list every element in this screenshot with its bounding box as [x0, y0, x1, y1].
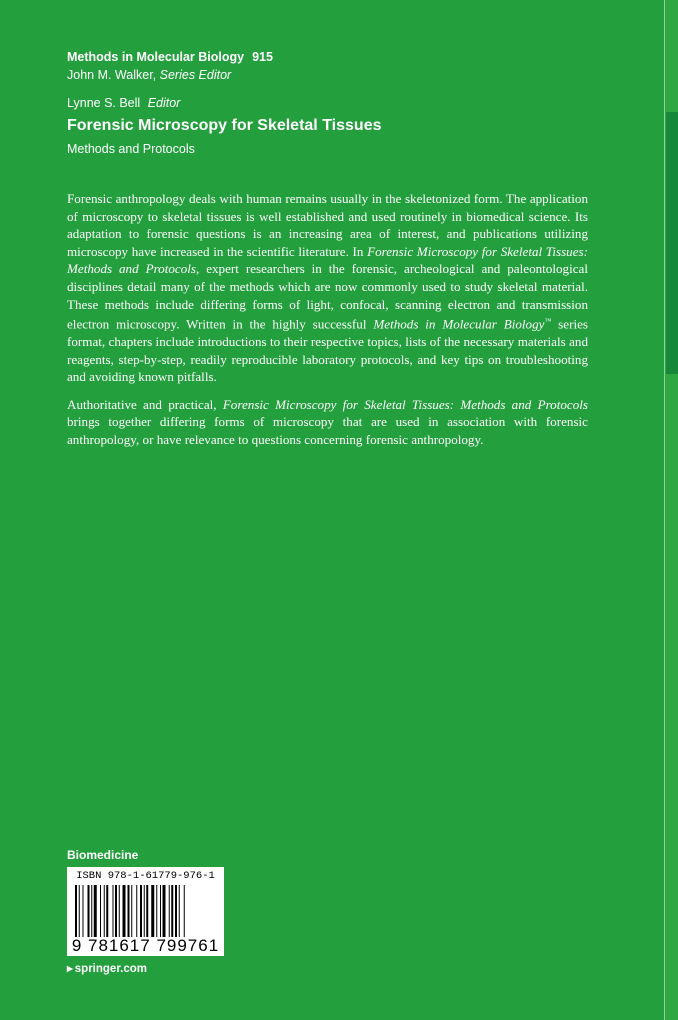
publisher-url: springer.com	[74, 963, 147, 975]
barcode-bar	[83, 885, 84, 937]
editor-name: Lynne S. Bell	[67, 96, 141, 110]
book-subtitle: Methods and Protocols	[67, 142, 195, 156]
barcode-digits: 9 781617 799761	[71, 936, 220, 955]
publisher-link[interactable]	[67, 961, 147, 975]
barcode-bar	[171, 885, 173, 937]
barcode-bar	[175, 885, 177, 937]
series-editor-name: John M. Walker,	[67, 68, 157, 82]
barcode-bar	[146, 885, 148, 937]
barcode-bar	[151, 885, 154, 937]
series-info	[67, 48, 273, 84]
spine-color-band	[666, 112, 678, 374]
barcode-bar	[128, 885, 130, 937]
barcode-bar	[113, 885, 114, 937]
series-editor-role: Series Editor	[159, 68, 232, 82]
editor-role: Editor	[147, 96, 181, 110]
spine-divider	[664, 0, 665, 1020]
barcode-bar	[163, 885, 166, 937]
subject-category: Biomedicine	[67, 848, 139, 862]
barcode-bar	[119, 885, 120, 937]
barcode-bar	[169, 885, 170, 937]
barcode-bar	[131, 885, 132, 937]
barcode-bar	[184, 885, 185, 937]
isbn-barcode	[67, 867, 224, 956]
barcode-bar	[136, 885, 137, 937]
back-cover-blurb	[67, 190, 588, 459]
arrow-right-icon: ▸	[67, 963, 73, 975]
isbn-label: ISBN 978-1-61779-976-1	[76, 870, 215, 882]
barcode-bar	[94, 885, 97, 937]
book-title: Forensic Microscopy for Skeletal Tissues	[67, 117, 382, 134]
barcode-bar	[160, 885, 161, 937]
barcode-bar	[79, 885, 80, 937]
barcode-bar	[123, 885, 126, 937]
barcode-bar	[91, 885, 92, 937]
blurb-paragraph-2: Authoritative and practical, Forensic Microscopy for Skeletal Tissues: Methods and Protocols brings together differing forms of microscopy that are used in association with forensic anthropology, or have relevance to questions concerning forensic anthropology.	[67, 396, 589, 448]
barcode-bar	[144, 885, 145, 937]
barcode-bars	[75, 885, 216, 937]
barcode-bar	[179, 885, 180, 937]
barcode-bar	[104, 885, 105, 937]
series-number: 915	[252, 50, 273, 64]
book-editor	[67, 96, 180, 110]
barcode-bar	[106, 885, 108, 937]
barcode-bar	[140, 885, 142, 937]
blurb-paragraph-1: Forensic anthropology deals with human remains usually in the skeletonized form. The application of microscopy to skeletal tissues is well established and used routinely in biomedical science. Its adaptation to forensic questions is an increasing area of interest, and publications utilizing microscopy have increased in the scientific literature. In Forensic Microscopy for Skeletal Tissues: Methods and Protocols, expert researchers in the forensic, archeological and paleontological disciplines detail many of the methods which are now commonly used to study skeletal material. These methods include differing forms of light, confocal, scanning electron and transmission electron microscopy. Written in the highly successful Methods in Molecular Biology™ series format, chapters include introductions to their respective topics, lists of the necessary materials and reagents, step-by-step, readily reproducible laboratory protocols, and key tips on troubleshooting and avoiding known pitfalls.	[67, 191, 588, 385]
barcode-bar	[156, 885, 157, 937]
barcode-bar	[100, 885, 101, 937]
barcode-bar	[88, 885, 90, 937]
barcode-bar	[75, 885, 77, 937]
series-title: Methods in Molecular Biology	[67, 50, 245, 64]
barcode-bar	[115, 885, 117, 937]
